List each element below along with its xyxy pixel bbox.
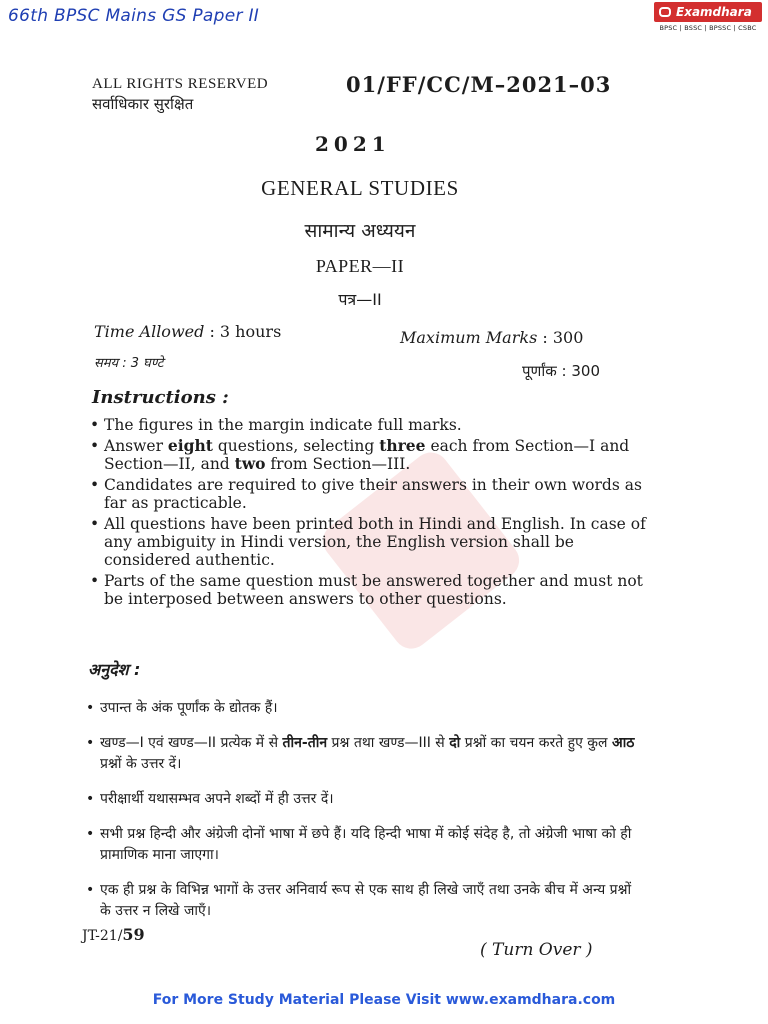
maximum-marks-hi: पूर्णांक : 300	[522, 362, 600, 380]
time-allowed	[94, 322, 281, 341]
marks-label: Maximum Marks	[400, 328, 538, 347]
jt-code: JT-21/59	[82, 925, 145, 944]
book-icon	[659, 7, 671, 17]
time-allowed-hi: समय : 3 घण्टे	[94, 356, 164, 371]
top-banner	[0, 0, 768, 40]
brand-box	[654, 2, 762, 22]
instruction-item-hi: • परीक्षार्थी यथासम्भव अपने शब्दों में ही उत्तर दें।	[86, 789, 646, 810]
instructions-heading: Instructions :	[92, 387, 229, 408]
instructions-list-hi	[86, 698, 646, 936]
maximum-marks	[400, 328, 583, 347]
marks-value: : 300	[542, 328, 584, 347]
rights-reserved-en: ALL RIGHTS RESERVED	[92, 76, 269, 92]
instruction-item-hi: • सभी प्रश्न हिन्दी और अंग्रेजी दोनों भाषा में छपे हैं। यदि हिन्दी भाषा में कोई संदेह है, तो अंग्रेजी भाषा को ही प्रामाणिक माना जाएगा।	[86, 824, 646, 866]
rights-reserved-hi: सर्वाधिकार सुरक्षित	[92, 95, 194, 113]
instructions-heading-hi: अनुदेश :	[88, 660, 141, 679]
footer-link[interactable]: For More Study Material Please Visit www.examdhara.com	[152, 992, 616, 1008]
subject-title-hi: सामान्य अध्ययन	[304, 220, 416, 242]
brand-logo[interactable]	[654, 2, 762, 34]
instructions-list-en	[90, 416, 650, 611]
time-label: Time Allowed	[94, 322, 205, 341]
instruction-item-hi: • उपान्त के अंक पूर्णांक के द्योतक हैं।	[86, 698, 646, 719]
subject-title-en: GENERAL STUDIES	[261, 176, 459, 200]
instruction-item: • Candidates are required to give their answers in their own words as far as practicable.	[90, 476, 650, 512]
exam-paper	[60, 52, 710, 992]
instruction-item: • The figures in the margin indicate full marks.	[90, 416, 650, 434]
brand-tagline: BPSC | BSSC | BPSSC | CSBC	[659, 24, 757, 32]
paper-code: 01/FF/CC/M–2021–03	[346, 72, 612, 97]
paper-number-hi: पत्र—II	[338, 290, 382, 309]
time-value: : 3 hours	[209, 322, 282, 341]
banner-title: 66th BPSC Mains GS Paper II	[8, 6, 260, 26]
instruction-item-hi: • खण्ड—I एवं खण्ड—II प्रत्येक में से तीन-तीन प्रश्न तथा खण्ड—III से दो प्रश्नों का चयन करते हुए कुल आठ प्रश्नों के उत्तर दें।	[86, 733, 646, 775]
brand-name: Examdhara	[676, 5, 752, 19]
instruction-item: • Answer eight questions, selecting three each from Section—I and Section—II, and two from Section—III.	[90, 437, 650, 473]
instruction-item: • Parts of the same question must be answered together and must not be interposed between answers to other questions.	[90, 572, 650, 608]
paper-number-en: PAPER—II	[315, 256, 405, 276]
turn-over: ( Turn Over )	[480, 940, 593, 960]
instruction-item: • All questions have been printed both in Hindi and English. In case of any ambiguity in Hindi version, the English version shall be considered authentic.	[90, 515, 650, 569]
exam-year: 2021	[315, 132, 391, 156]
instruction-item-hi: • एक ही प्रश्न के विभिन्न भागों के उत्तर अनिवार्य रूप से एक साथ ही लिखे जाएँ तथा उनके बीच में अन्य प्रश्नों के उत्तर न लिखे जाएँ।	[86, 880, 646, 922]
